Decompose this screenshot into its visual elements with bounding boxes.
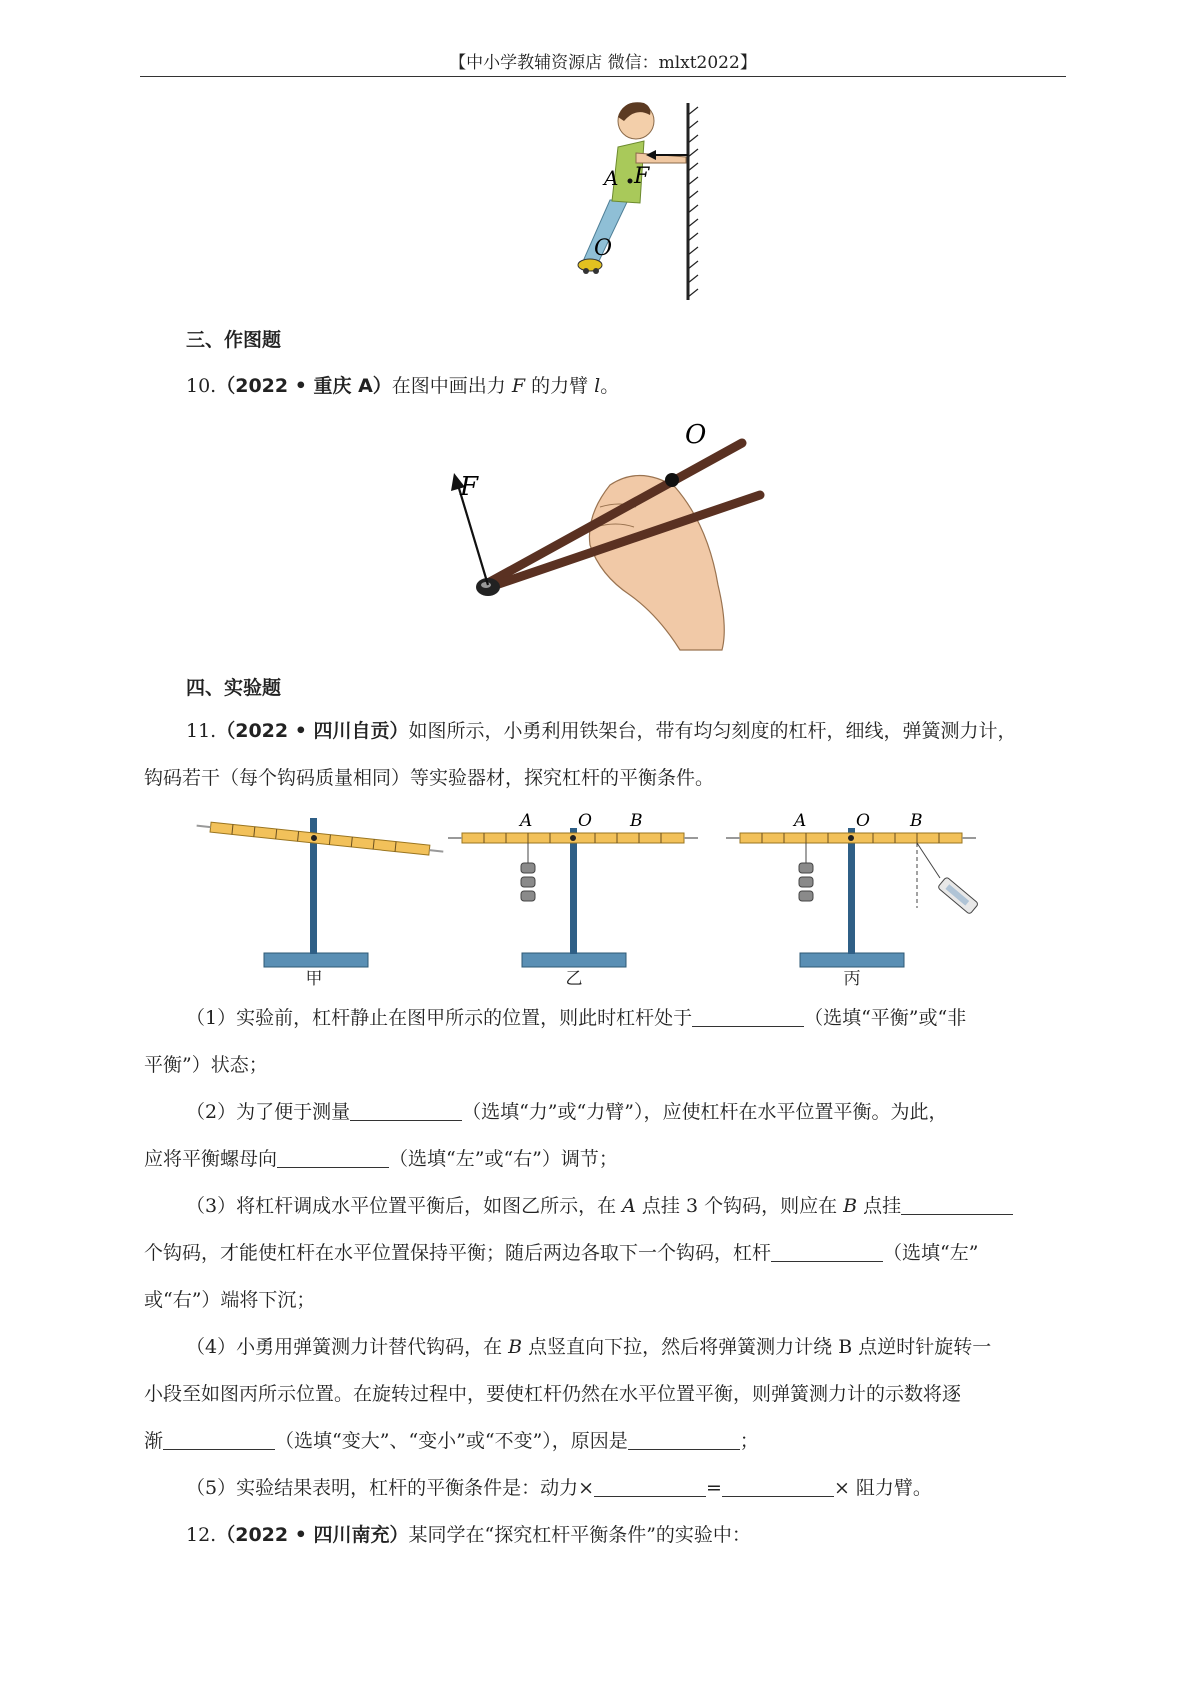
q11-p3-text-d: 个钩码，才能使杠杆在水平位置保持平衡；随后两边各取下一个钩码，杠杆	[144, 1242, 772, 1264]
q10-force: F	[511, 375, 526, 397]
label-o: O	[594, 236, 613, 261]
caption-yi: 乙	[565, 969, 583, 989]
q11-source: （2022 • 四川自贡）	[216, 720, 409, 742]
q11-part4-line1	[186, 1324, 991, 1371]
q10-text-mid: 的力臂	[525, 375, 595, 397]
label-a: A	[604, 166, 619, 190]
q11-p3-blank1[interactable]	[901, 1194, 1013, 1215]
yi-label-b: B	[630, 811, 643, 831]
q11-part4-line2: 小段至如图丙所示位置。在旋转过程中，要使杠杆仍然在水平位置平衡，则弹簧测力计的示数将逐	[144, 1383, 962, 1405]
question-10	[186, 363, 619, 410]
yi-label-o: O	[578, 811, 592, 831]
q11-p5-text-c: × 阻力臂。	[833, 1477, 932, 1499]
q11-p3-point-b: B	[843, 1195, 858, 1217]
q11-part1-line1	[186, 995, 966, 1042]
q11-part5	[186, 1465, 932, 1512]
q11-p4-text-d: 渐	[144, 1430, 164, 1452]
q10-source: （2022 • 重庆 A）	[216, 375, 392, 397]
bing-label-b: B	[910, 811, 923, 831]
q11-p2-text-c: 应将平衡螺母向	[144, 1148, 278, 1170]
q11-p4-text-b: 点竖直向下拉，然后将弹簧测力计绕 B 点逆时针旋转一	[522, 1336, 992, 1358]
section-title-experiment: 四、实验题	[186, 677, 282, 699]
lever-jia	[196, 818, 444, 967]
q10-text-before: 在图中画出力	[391, 375, 512, 397]
q11-p4-blank2[interactable]	[628, 1429, 740, 1450]
chopsticks-label-o: O	[685, 420, 707, 450]
figure-person-wall	[540, 95, 720, 305]
q10-text-end: 。	[600, 375, 620, 397]
question-12	[186, 1512, 751, 1559]
yi-label-a: A	[520, 811, 533, 831]
q11-p3-blank2[interactable]	[771, 1241, 883, 1262]
q11-number: 11.	[186, 720, 217, 742]
q11-p3-text-c: 点挂	[857, 1195, 902, 1217]
q11-part3-line1	[186, 1183, 1013, 1230]
q11-p2-text-d: （选填“左”或“右”）调节；	[389, 1148, 618, 1170]
q11-p5-text-a: （5）实验结果表明，杠杆的平衡条件是：动力×	[186, 1477, 595, 1499]
q11-p1-text-a: （1）实验前，杠杆静止在图甲所示的位置，则此时杠杆处于	[186, 1007, 693, 1029]
q11-p3-text-b: 点挂 3 个钩码，则应在	[635, 1195, 844, 1217]
caption-jia: 甲	[305, 969, 323, 989]
header-rule	[140, 76, 1066, 77]
q11-p2-text-b: （选填“力”或“力臂”），应使杠杆在水平位置平衡。为此，	[462, 1101, 948, 1123]
q11-p4-text-a: （4）小勇用弹簧测力计替代钩码，在	[186, 1336, 509, 1358]
figure-levers	[190, 808, 990, 988]
lever-yi	[448, 811, 698, 967]
q11-p2-blank1[interactable]	[350, 1100, 462, 1121]
q11-part3-line2	[144, 1230, 978, 1277]
q12-number: 12.	[186, 1524, 217, 1546]
q11-p2-blank2[interactable]	[277, 1147, 389, 1168]
chopsticks-label-f: F	[460, 472, 479, 502]
q11-p5-text-b: =	[706, 1477, 722, 1499]
q12-text: 某同学在“探究杠杆平衡条件”的实验中：	[408, 1524, 751, 1546]
q11-part4-line3	[144, 1418, 759, 1465]
q10-arm: l	[594, 375, 601, 397]
q11-p4-blank1[interactable]	[163, 1429, 275, 1450]
q11-part3-line3: 或“右”）端将下沉；	[144, 1289, 316, 1311]
q11-intro-line2: 钩码若干（每个钩码质量相同）等实验器材，探究杠杆的平衡条件。	[144, 767, 715, 789]
q11-p5-blank1[interactable]	[594, 1476, 706, 1497]
q11-intro-line1	[186, 708, 1066, 755]
q11-part1-line2: 平衡”）状态；	[144, 1054, 268, 1076]
page-header: 【中小学教辅资源店 微信：mlxt2022】	[449, 53, 757, 73]
q11-p3-text-e: （选填“左”	[883, 1242, 979, 1264]
q11-p3-point-a: A	[622, 1195, 636, 1217]
q11-part2-line2	[144, 1136, 618, 1183]
q11-p4-point-b: B	[508, 1336, 523, 1358]
q11-p5-blank2[interactable]	[722, 1476, 834, 1497]
bing-label-o: O	[856, 811, 870, 831]
section-title-drawing: 三、作图题	[186, 329, 282, 351]
q10-number: 10.	[186, 375, 217, 397]
caption-bing: 丙	[843, 969, 861, 989]
q11-part2-line1	[186, 1089, 947, 1136]
q11-p4-text-f: ；	[739, 1430, 759, 1452]
q11-p3-text-a: （3）将杠杆调成水平位置平衡后，如图乙所示，在	[186, 1195, 623, 1217]
label-f: F	[634, 164, 650, 189]
q11-p2-text-a: （2）为了便于测量	[186, 1101, 351, 1123]
lever-bing	[726, 811, 979, 967]
q11-p4-text-e: （选填“变大”、“变小”或“不变”），原因是	[275, 1430, 628, 1452]
figure-chopsticks	[440, 415, 800, 655]
q11-p1-text-b: （选填“平衡”或“非	[804, 1007, 967, 1029]
q11-p1-blank[interactable]	[692, 1006, 804, 1027]
q12-source: （2022 • 四川南充）	[216, 1524, 409, 1546]
q11-intro-text1: 如图所示，小勇利用铁架台，带有均匀刻度的杠杆，细线，弹簧测力计，	[408, 720, 1017, 742]
bing-label-a: A	[794, 811, 807, 831]
